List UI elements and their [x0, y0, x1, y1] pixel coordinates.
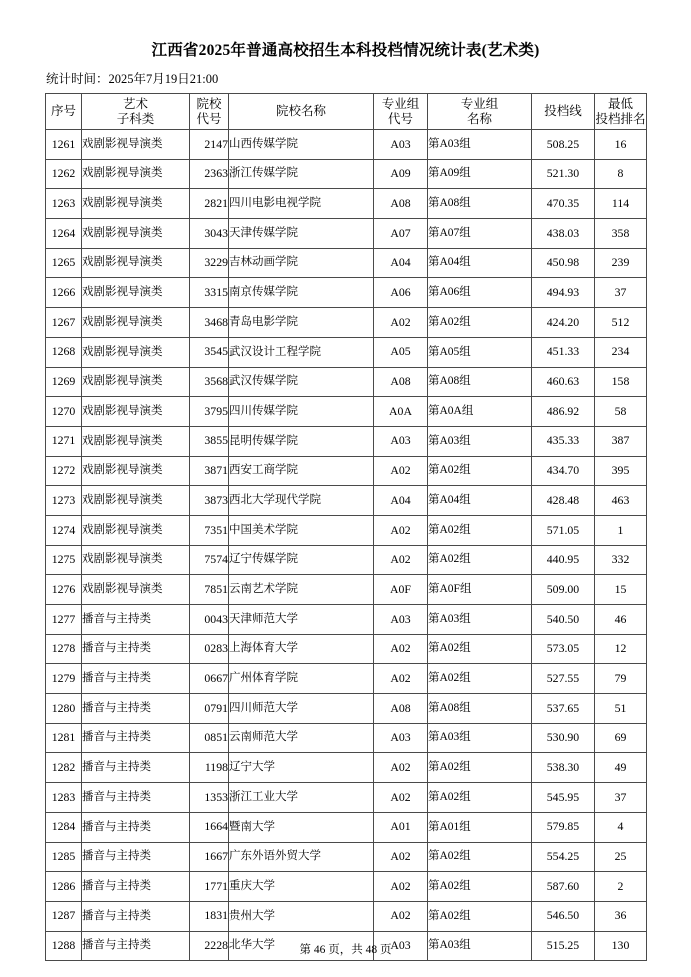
- cell-sequence: 1278: [46, 634, 82, 664]
- table-row: [46, 634, 647, 664]
- cell-lowest-rank: 15: [595, 575, 647, 605]
- table-row: [46, 219, 647, 249]
- cell-art-subcategory: 戏剧影视导演类: [82, 426, 190, 456]
- cell-group-code: A02: [374, 308, 428, 338]
- cell-institution-name: 辽宁大学: [229, 753, 374, 783]
- cell-score-line: 508.25: [532, 130, 595, 160]
- cell-group-name: 第A08组: [428, 367, 532, 397]
- cell-lowest-rank: 69: [595, 723, 647, 753]
- cell-score-line: 545.95: [532, 783, 595, 813]
- cell-group-name: 第A03组: [428, 130, 532, 160]
- cell-group-name: 第A03组: [428, 931, 532, 961]
- cell-art-subcategory: 播音与主持类: [82, 812, 190, 842]
- cell-institution-code: 2821: [190, 189, 229, 219]
- cell-institution-code: 2363: [190, 159, 229, 189]
- column-header-group-name-line1: 专业组: [460, 96, 499, 111]
- cell-group-name: 第A02组: [428, 842, 532, 872]
- cell-art-subcategory: 播音与主持类: [82, 605, 190, 635]
- cell-sequence: 1287: [46, 901, 82, 931]
- cell-group-code: A02: [374, 456, 428, 486]
- cell-score-line: 486.92: [532, 397, 595, 427]
- cell-art-subcategory: 戏剧影视导演类: [82, 397, 190, 427]
- cell-lowest-rank: 79: [595, 664, 647, 694]
- table-row: [46, 159, 647, 189]
- column-header-subcategory-line1: 艺术: [122, 96, 148, 111]
- cell-institution-name: 北华大学: [229, 931, 374, 961]
- cell-institution-code: 3043: [190, 219, 229, 249]
- cell-score-line: 554.25: [532, 842, 595, 872]
- cell-sequence: 1263: [46, 189, 82, 219]
- cell-sequence: 1279: [46, 664, 82, 694]
- cell-group-code: A02: [374, 753, 428, 783]
- cell-group-name: 第A02组: [428, 901, 532, 931]
- cell-lowest-rank: 4: [595, 812, 647, 842]
- table-row: [46, 248, 647, 278]
- column-header-group-code-line2: 代号: [387, 111, 413, 126]
- cell-institution-code: 0283: [190, 634, 229, 664]
- cell-institution-name: 青岛电影学院: [229, 308, 374, 338]
- cell-institution-code: 1664: [190, 812, 229, 842]
- table-row: [46, 842, 647, 872]
- cell-group-name: 第A0F组: [428, 575, 532, 605]
- table-row: [46, 901, 647, 931]
- cell-score-line: 438.03: [532, 219, 595, 249]
- statistics-time: 统计时间：2025年7月19日21:00: [46, 72, 219, 86]
- cell-art-subcategory: 戏剧影视导演类: [82, 159, 190, 189]
- cell-institution-name: 四川电影电视学院: [229, 189, 374, 219]
- table-body: [46, 130, 647, 961]
- cell-institution-code: 1831: [190, 901, 229, 931]
- cell-group-code: A03: [374, 426, 428, 456]
- cell-group-name: 第A09组: [428, 159, 532, 189]
- table-row: [46, 545, 647, 575]
- cell-art-subcategory: 播音与主持类: [82, 931, 190, 961]
- column-header-lowest-rank: [595, 94, 647, 130]
- column-header-lowest-rank-line2: 投档排名: [595, 111, 646, 126]
- cell-sequence: 1271: [46, 426, 82, 456]
- cell-art-subcategory: 戏剧影视导演类: [82, 130, 190, 160]
- cell-group-code: A02: [374, 872, 428, 902]
- column-header-institution-name: [229, 94, 374, 130]
- cell-lowest-rank: 234: [595, 337, 647, 367]
- cell-institution-code: 3315: [190, 278, 229, 308]
- cell-group-code: A02: [374, 842, 428, 872]
- cell-institution-code: 3568: [190, 367, 229, 397]
- table-row: [46, 397, 647, 427]
- cell-institution-name: 四川传媒学院: [229, 397, 374, 427]
- cell-lowest-rank: 158: [595, 367, 647, 397]
- cell-group-name: 第A08组: [428, 189, 532, 219]
- column-header-seq: [46, 94, 82, 130]
- cell-sequence: 1285: [46, 842, 82, 872]
- table-row: [46, 367, 647, 397]
- cell-art-subcategory: 戏剧影视导演类: [82, 219, 190, 249]
- table-row: [46, 723, 647, 753]
- table-row: [46, 753, 647, 783]
- cell-art-subcategory: 播音与主持类: [82, 723, 190, 753]
- column-header-subcategory-line2: 子科类: [116, 111, 155, 126]
- cell-group-name: 第A02组: [428, 515, 532, 545]
- table-header-row: [46, 94, 647, 130]
- cell-institution-code: 0851: [190, 723, 229, 753]
- column-header-institution-code-line2: 代号: [196, 111, 222, 126]
- cell-sequence: 1272: [46, 456, 82, 486]
- cell-institution-name: 四川师范大学: [229, 694, 374, 724]
- column-header-institution-code-line1: 院校: [196, 96, 222, 111]
- cell-group-name: 第A05组: [428, 337, 532, 367]
- cell-institution-name: 上海体育大学: [229, 634, 374, 664]
- cell-group-name: 第A02组: [428, 753, 532, 783]
- cell-institution-name: 武汉传媒学院: [229, 367, 374, 397]
- cell-group-name: 第A02组: [428, 872, 532, 902]
- cell-group-name: 第A02组: [428, 664, 532, 694]
- cell-institution-code: 1353: [190, 783, 229, 813]
- cell-group-name: 第A01组: [428, 812, 532, 842]
- page-footer: 第 46 页，共 48 页: [299, 944, 392, 956]
- cell-institution-code: 3795: [190, 397, 229, 427]
- cell-sequence: 1268: [46, 337, 82, 367]
- cell-lowest-rank: 36: [595, 901, 647, 931]
- cell-lowest-rank: 239: [595, 248, 647, 278]
- cell-lowest-rank: 332: [595, 545, 647, 575]
- cell-group-name: 第A03组: [428, 723, 532, 753]
- cell-lowest-rank: 1: [595, 515, 647, 545]
- cell-lowest-rank: 130: [595, 931, 647, 961]
- cell-sequence: 1273: [46, 486, 82, 516]
- cell-sequence: 1267: [46, 308, 82, 338]
- cell-institution-name: 浙江传媒学院: [229, 159, 374, 189]
- cell-sequence: 1288: [46, 931, 82, 961]
- cell-institution-name: 广州体育学院: [229, 664, 374, 694]
- cell-group-code: A03: [374, 130, 428, 160]
- cell-group-name: 第A04组: [428, 486, 532, 516]
- cell-score-line: 435.33: [532, 426, 595, 456]
- cell-institution-name: 南京传媒学院: [229, 278, 374, 308]
- column-header-institution-name-label: 院校名称: [275, 104, 326, 119]
- cell-group-name: 第A04组: [428, 248, 532, 278]
- column-header-score-line-label: 投档线: [544, 104, 582, 119]
- cell-group-code: A02: [374, 664, 428, 694]
- cell-score-line: 573.05: [532, 634, 595, 664]
- cell-art-subcategory: 播音与主持类: [82, 694, 190, 724]
- cell-group-code: A08: [374, 694, 428, 724]
- cell-institution-code: 1667: [190, 842, 229, 872]
- cell-institution-code: 3855: [190, 426, 229, 456]
- cell-art-subcategory: 播音与主持类: [82, 872, 190, 902]
- cell-sequence: 1280: [46, 694, 82, 724]
- table-row: [46, 426, 647, 456]
- cell-score-line: 494.93: [532, 278, 595, 308]
- column-header-group-name: [428, 94, 532, 130]
- cell-institution-name: 云南师范大学: [229, 723, 374, 753]
- cell-group-code: A03: [374, 605, 428, 635]
- cell-group-code: A01: [374, 812, 428, 842]
- cell-group-code: A02: [374, 515, 428, 545]
- cell-art-subcategory: 播音与主持类: [82, 842, 190, 872]
- cell-institution-code: 3545: [190, 337, 229, 367]
- cell-group-code: A05: [374, 337, 428, 367]
- cell-score-line: 509.00: [532, 575, 595, 605]
- cell-art-subcategory: 戏剧影视导演类: [82, 278, 190, 308]
- cell-group-code: A02: [374, 545, 428, 575]
- cell-group-name: 第A02组: [428, 783, 532, 813]
- cell-score-line: 537.65: [532, 694, 595, 724]
- table-row: [46, 872, 647, 902]
- column-header-group-name-line2: 名称: [466, 111, 492, 126]
- cell-institution-name: 西北大学现代学院: [229, 486, 374, 516]
- cell-lowest-rank: 58: [595, 397, 647, 427]
- cell-score-line: 530.90: [532, 723, 595, 753]
- cell-sequence: 1282: [46, 753, 82, 783]
- cell-art-subcategory: 播音与主持类: [82, 753, 190, 783]
- table-row: [46, 130, 647, 160]
- cell-group-code: A02: [374, 901, 428, 931]
- cell-group-code: A03: [374, 723, 428, 753]
- cell-group-name: 第A02组: [428, 545, 532, 575]
- cell-score-line: 587.60: [532, 872, 595, 902]
- cell-art-subcategory: 播音与主持类: [82, 664, 190, 694]
- cell-group-code: A08: [374, 189, 428, 219]
- cell-group-name: 第A03组: [428, 426, 532, 456]
- cell-group-name: 第A07组: [428, 219, 532, 249]
- cell-score-line: 424.20: [532, 308, 595, 338]
- cell-sequence: 1274: [46, 515, 82, 545]
- cell-group-name: 第A02组: [428, 308, 532, 338]
- cell-lowest-rank: 16: [595, 130, 647, 160]
- cell-lowest-rank: 49: [595, 753, 647, 783]
- cell-lowest-rank: 46: [595, 605, 647, 635]
- cell-art-subcategory: 戏剧影视导演类: [82, 308, 190, 338]
- cell-institution-code: 3871: [190, 456, 229, 486]
- cell-group-code: A02: [374, 634, 428, 664]
- cell-institution-code: 2228: [190, 931, 229, 961]
- cell-institution-name: 吉林动画学院: [229, 248, 374, 278]
- cell-lowest-rank: 37: [595, 278, 647, 308]
- cell-art-subcategory: 戏剧影视导演类: [82, 545, 190, 575]
- cell-institution-name: 云南艺术学院: [229, 575, 374, 605]
- table-row: [46, 575, 647, 605]
- cell-group-code: A04: [374, 248, 428, 278]
- cell-score-line: 579.85: [532, 812, 595, 842]
- cell-score-line: 538.30: [532, 753, 595, 783]
- cell-art-subcategory: 戏剧影视导演类: [82, 515, 190, 545]
- cell-lowest-rank: 395: [595, 456, 647, 486]
- cell-institution-name: 暨南大学: [229, 812, 374, 842]
- cell-institution-code: 3873: [190, 486, 229, 516]
- cell-lowest-rank: 387: [595, 426, 647, 456]
- table-row: [46, 486, 647, 516]
- column-header-institution-code: [190, 94, 229, 130]
- cell-institution-code: 7574: [190, 545, 229, 575]
- cell-institution-name: 重庆大学: [229, 872, 374, 902]
- table-row: [46, 189, 647, 219]
- cell-group-code: A04: [374, 486, 428, 516]
- cell-group-code: A02: [374, 783, 428, 813]
- table-row: [46, 812, 647, 842]
- cell-lowest-rank: 8: [595, 159, 647, 189]
- cell-art-subcategory: 戏剧影视导演类: [82, 575, 190, 605]
- cell-institution-code: 1198: [190, 753, 229, 783]
- cell-lowest-rank: 463: [595, 486, 647, 516]
- cell-sequence: 1270: [46, 397, 82, 427]
- cell-group-code: A0A: [374, 397, 428, 427]
- table-row: [46, 337, 647, 367]
- cell-score-line: 450.98: [532, 248, 595, 278]
- cell-sequence: 1275: [46, 545, 82, 575]
- cell-sequence: 1261: [46, 130, 82, 160]
- cell-score-line: 571.05: [532, 515, 595, 545]
- column-header-subcategory: [82, 94, 190, 130]
- cell-score-line: 521.30: [532, 159, 595, 189]
- cell-lowest-rank: 512: [595, 308, 647, 338]
- cell-institution-name: 辽宁传媒学院: [229, 545, 374, 575]
- cell-institution-code: 1771: [190, 872, 229, 902]
- cell-sequence: 1277: [46, 605, 82, 635]
- cell-art-subcategory: 戏剧影视导演类: [82, 486, 190, 516]
- table-row: [46, 694, 647, 724]
- cell-institution-name: 昆明传媒学院: [229, 426, 374, 456]
- cell-institution-code: 7851: [190, 575, 229, 605]
- cell-art-subcategory: 播音与主持类: [82, 901, 190, 931]
- column-header-group-code: [374, 94, 428, 130]
- cell-group-code: A09: [374, 159, 428, 189]
- cell-art-subcategory: 播音与主持类: [82, 783, 190, 813]
- table-row: [46, 515, 647, 545]
- cell-institution-code: 7351: [190, 515, 229, 545]
- cell-sequence: 1262: [46, 159, 82, 189]
- cell-group-code: A03: [374, 931, 428, 961]
- cell-sequence: 1265: [46, 248, 82, 278]
- cell-score-line: 470.35: [532, 189, 595, 219]
- cell-group-name: 第A02组: [428, 634, 532, 664]
- cell-score-line: 527.55: [532, 664, 595, 694]
- cell-group-name: 第A06组: [428, 278, 532, 308]
- cell-sequence: 1283: [46, 783, 82, 813]
- cell-institution-code: 0791: [190, 694, 229, 724]
- table-row: [46, 308, 647, 338]
- cell-lowest-rank: 37: [595, 783, 647, 813]
- cell-score-line: 546.50: [532, 901, 595, 931]
- cell-sequence: 1276: [46, 575, 82, 605]
- cell-group-name: 第A0A组: [428, 397, 532, 427]
- cell-lowest-rank: 114: [595, 189, 647, 219]
- cell-institution-code: 0667: [190, 664, 229, 694]
- column-header-score-line: [532, 94, 595, 130]
- table-row: [46, 278, 647, 308]
- cell-score-line: 515.25: [532, 931, 595, 961]
- cell-lowest-rank: 12: [595, 634, 647, 664]
- cell-institution-name: 中国美术学院: [229, 515, 374, 545]
- table-row: [46, 456, 647, 486]
- cell-institution-name: 西安工商学院: [229, 456, 374, 486]
- cell-sequence: 1286: [46, 872, 82, 902]
- cell-sequence: 1264: [46, 219, 82, 249]
- cell-art-subcategory: 戏剧影视导演类: [82, 189, 190, 219]
- cell-score-line: 434.70: [532, 456, 595, 486]
- cell-institution-name: 广东外语外贸大学: [229, 842, 374, 872]
- cell-score-line: 460.63: [532, 367, 595, 397]
- table-row: [46, 605, 647, 635]
- column-header-seq-label: 序号: [50, 104, 76, 119]
- cell-institution-code: 3468: [190, 308, 229, 338]
- cell-score-line: 451.33: [532, 337, 595, 367]
- cell-institution-name: 天津师范大学: [229, 605, 374, 635]
- cell-institution-code: 2147: [190, 130, 229, 160]
- cell-sequence: 1284: [46, 812, 82, 842]
- cell-sequence: 1269: [46, 367, 82, 397]
- cell-group-name: 第A08组: [428, 694, 532, 724]
- cell-lowest-rank: 51: [595, 694, 647, 724]
- cell-lowest-rank: 2: [595, 872, 647, 902]
- cell-institution-name: 山西传媒学院: [229, 130, 374, 160]
- cell-score-line: 428.48: [532, 486, 595, 516]
- cell-group-name: 第A02组: [428, 456, 532, 486]
- table-row: [46, 783, 647, 813]
- cell-institution-name: 天津传媒学院: [229, 219, 374, 249]
- cell-group-code: A06: [374, 278, 428, 308]
- cell-score-line: 440.95: [532, 545, 595, 575]
- cell-art-subcategory: 戏剧影视导演类: [82, 337, 190, 367]
- cell-institution-code: 0043: [190, 605, 229, 635]
- cell-sequence: 1266: [46, 278, 82, 308]
- cell-art-subcategory: 播音与主持类: [82, 634, 190, 664]
- table-row: [46, 664, 647, 694]
- page-title: 江西省2025年普通高校招生本科投档情况统计表(艺术类): [151, 42, 540, 59]
- cell-art-subcategory: 戏剧影视导演类: [82, 456, 190, 486]
- cell-group-code: A08: [374, 367, 428, 397]
- cell-institution-name: 武汉设计工程学院: [229, 337, 374, 367]
- cell-institution-name: 浙江工业大学: [229, 783, 374, 813]
- cell-lowest-rank: 25: [595, 842, 647, 872]
- column-header-lowest-rank-line1: 最低: [607, 96, 633, 111]
- cell-art-subcategory: 戏剧影视导演类: [82, 248, 190, 278]
- cell-group-code: A0F: [374, 575, 428, 605]
- cell-art-subcategory: 戏剧影视导演类: [82, 367, 190, 397]
- cell-group-code: A07: [374, 219, 428, 249]
- cell-group-name: 第A03组: [428, 605, 532, 635]
- cell-score-line: 540.50: [532, 605, 595, 635]
- cell-sequence: 1281: [46, 723, 82, 753]
- column-header-group-code-line1: 专业组: [381, 96, 420, 111]
- cell-institution-code: 3229: [190, 248, 229, 278]
- cell-lowest-rank: 358: [595, 219, 647, 249]
- cell-institution-name: 贵州大学: [229, 901, 374, 931]
- admission-statistics-table: [45, 93, 647, 961]
